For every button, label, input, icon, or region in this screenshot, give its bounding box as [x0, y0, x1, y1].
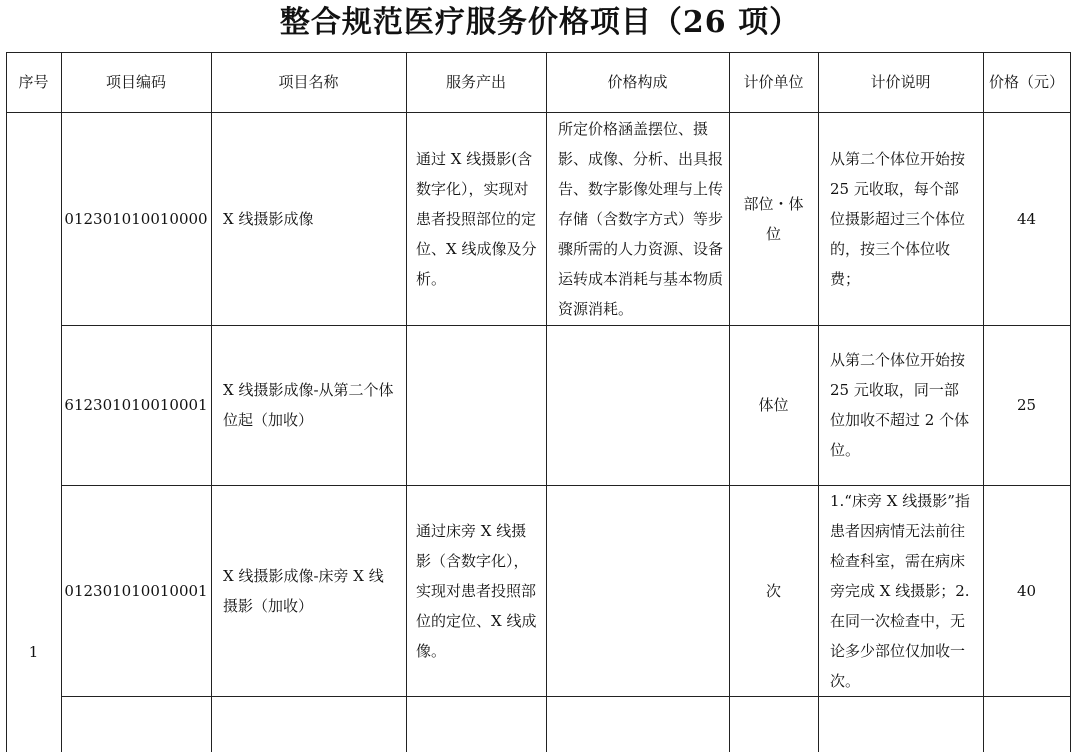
row2-code: 612301010010001: [64, 396, 208, 414]
row3-code: 012301010010001: [64, 581, 208, 600]
header-pricing-note: 计价说明: [870, 73, 931, 91]
header-price: 价格（元）: [988, 73, 1064, 91]
row3-output: 通过床旁 X 线摄影（含数字化），实现对患者投照部位的定位、X 线成像。: [416, 521, 537, 660]
row2-unit: 体位: [758, 396, 789, 414]
row2-name: X 线摄影成像-从第二个体位起（加收）: [223, 381, 394, 429]
row2-price-composition: [546, 325, 729, 485]
row-divider: [61, 696, 1070, 697]
row3-price-composition: [546, 485, 729, 696]
row1-pricing-note: 从第二个体位开始按 25 元收取，每个部位摄影超过三个体位的，按三个体位收费；: [830, 149, 966, 288]
row2-price: 25: [1016, 396, 1037, 414]
header-unit: 计价单位: [743, 73, 804, 91]
header-price-composition: 价格构成: [607, 73, 668, 91]
group-seq: 1: [28, 643, 39, 661]
row1-price-composition: 所定价格涵盖摆位、摄影、成像、分析、出具报告、数字影像处理与上传存储（含数字方式）等步骤所需的人力资源、设备运转成本消耗与基本物质资源消耗。: [558, 119, 724, 318]
row1-price: 44: [1016, 209, 1037, 228]
row3-name: X 线摄影成像-床旁 X 线摄影（加收）: [223, 566, 384, 615]
header-name: 项目名称: [278, 73, 339, 91]
page-title: 整合规范医疗服务价格项目（26 项）: [279, 5, 801, 40]
header-code: 项目编码: [105, 73, 166, 91]
row2-output: [406, 325, 546, 485]
header-output: 服务产出: [445, 73, 506, 91]
header-seq: 序号: [18, 73, 49, 91]
row1-unit: 部位・体位: [743, 194, 804, 243]
row3-pricing-note: 1.“床旁 X 线摄影”指患者因病情无法前往检查科室，需在病床旁完成 X 线摄影；2.在同一次检查中，无论多少部位仅加收一次。: [830, 491, 970, 690]
row3-price: 40: [1016, 581, 1037, 600]
row2-pricing-note: 从第二个体位开始按 25 元收取，同一部位加收不超过 2 个体位。: [830, 351, 970, 459]
row1-code: 012301010010000: [64, 209, 208, 228]
table-border-right: [1070, 52, 1071, 752]
row1-name: X 线摄影成像: [223, 209, 314, 228]
row1-output: 通过 X 线摄影(含数字化），实现对患者投照部位的定位、X 线成像及分析。: [416, 149, 537, 288]
price-table: [6, 52, 1070, 752]
row3-unit: 次: [765, 581, 781, 600]
